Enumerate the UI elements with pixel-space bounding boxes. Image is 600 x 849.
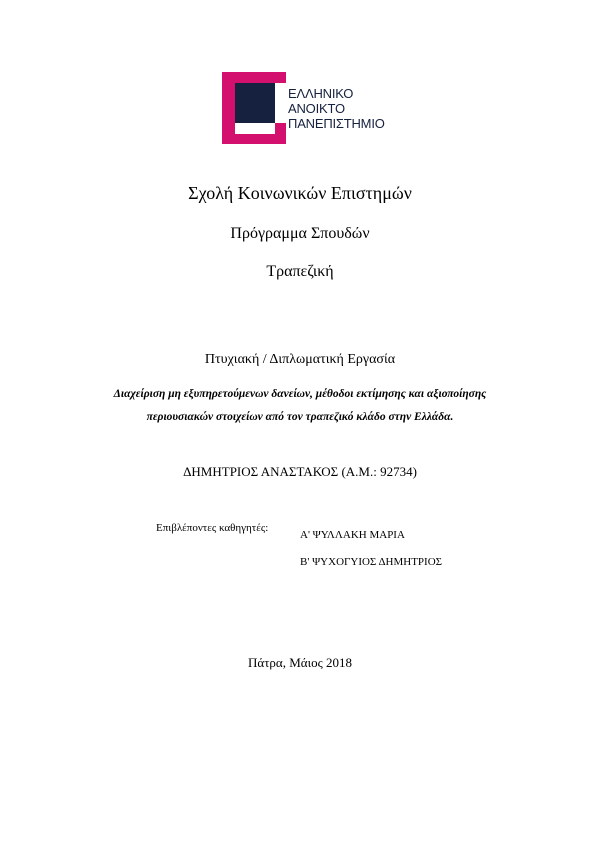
logo-line-2: ΑΝΟΙΚΤΟ: [288, 101, 345, 116]
supervisor-first: Α' ΨΥΛΛΑΚΗ ΜΑΡΙΑ: [300, 529, 405, 541]
thesis-title-line-2: περιουσιακών στοιχείων από τον τραπεζικό κλάδο στην Ελλάδα.: [146, 411, 454, 423]
thesis-title: [0, 383, 600, 429]
university-logo-mark: [222, 72, 286, 144]
supervisors-label: Επιβλέποντες καθηγητές:: [156, 522, 269, 534]
supervisor-second: Β' ΨΥΧΟΓΥΙΟΣ ΔΗΜΗΤΡΙΟΣ: [300, 556, 443, 568]
thesis-title-line-1: Διαχείριση μη εξυπηρετούμενων δανείων, μέθοδοι εκτίμησης και αξιοποίησης: [113, 388, 487, 400]
thesis-type: Πτυχιακή / Διπλωματική Εργασία: [204, 352, 396, 367]
department-name: Τραπεζική: [266, 263, 334, 280]
university-logo: [222, 72, 402, 144]
logo-line-3: ΠΑΝΕΠΙΣΤΗΜΙΟ: [288, 116, 385, 131]
program-name: Πρόγραμμα Σπουδών: [230, 225, 370, 242]
supervisors-list: [300, 522, 442, 576]
place-and-date: Πάτρα, Μάιος 2018: [248, 655, 352, 670]
school-name: Σχολή Κοινωνικών Επιστημών: [188, 183, 412, 203]
logo-line-1: ΕΛΛΗΝΙΚΟ: [288, 86, 354, 101]
university-logo-text: [288, 86, 385, 131]
author-name: ΔΗΜΗΤΡΙΟΣ ΑΝΑΣΤΑΚΟΣ (Α.Μ.: 92734): [183, 464, 417, 479]
